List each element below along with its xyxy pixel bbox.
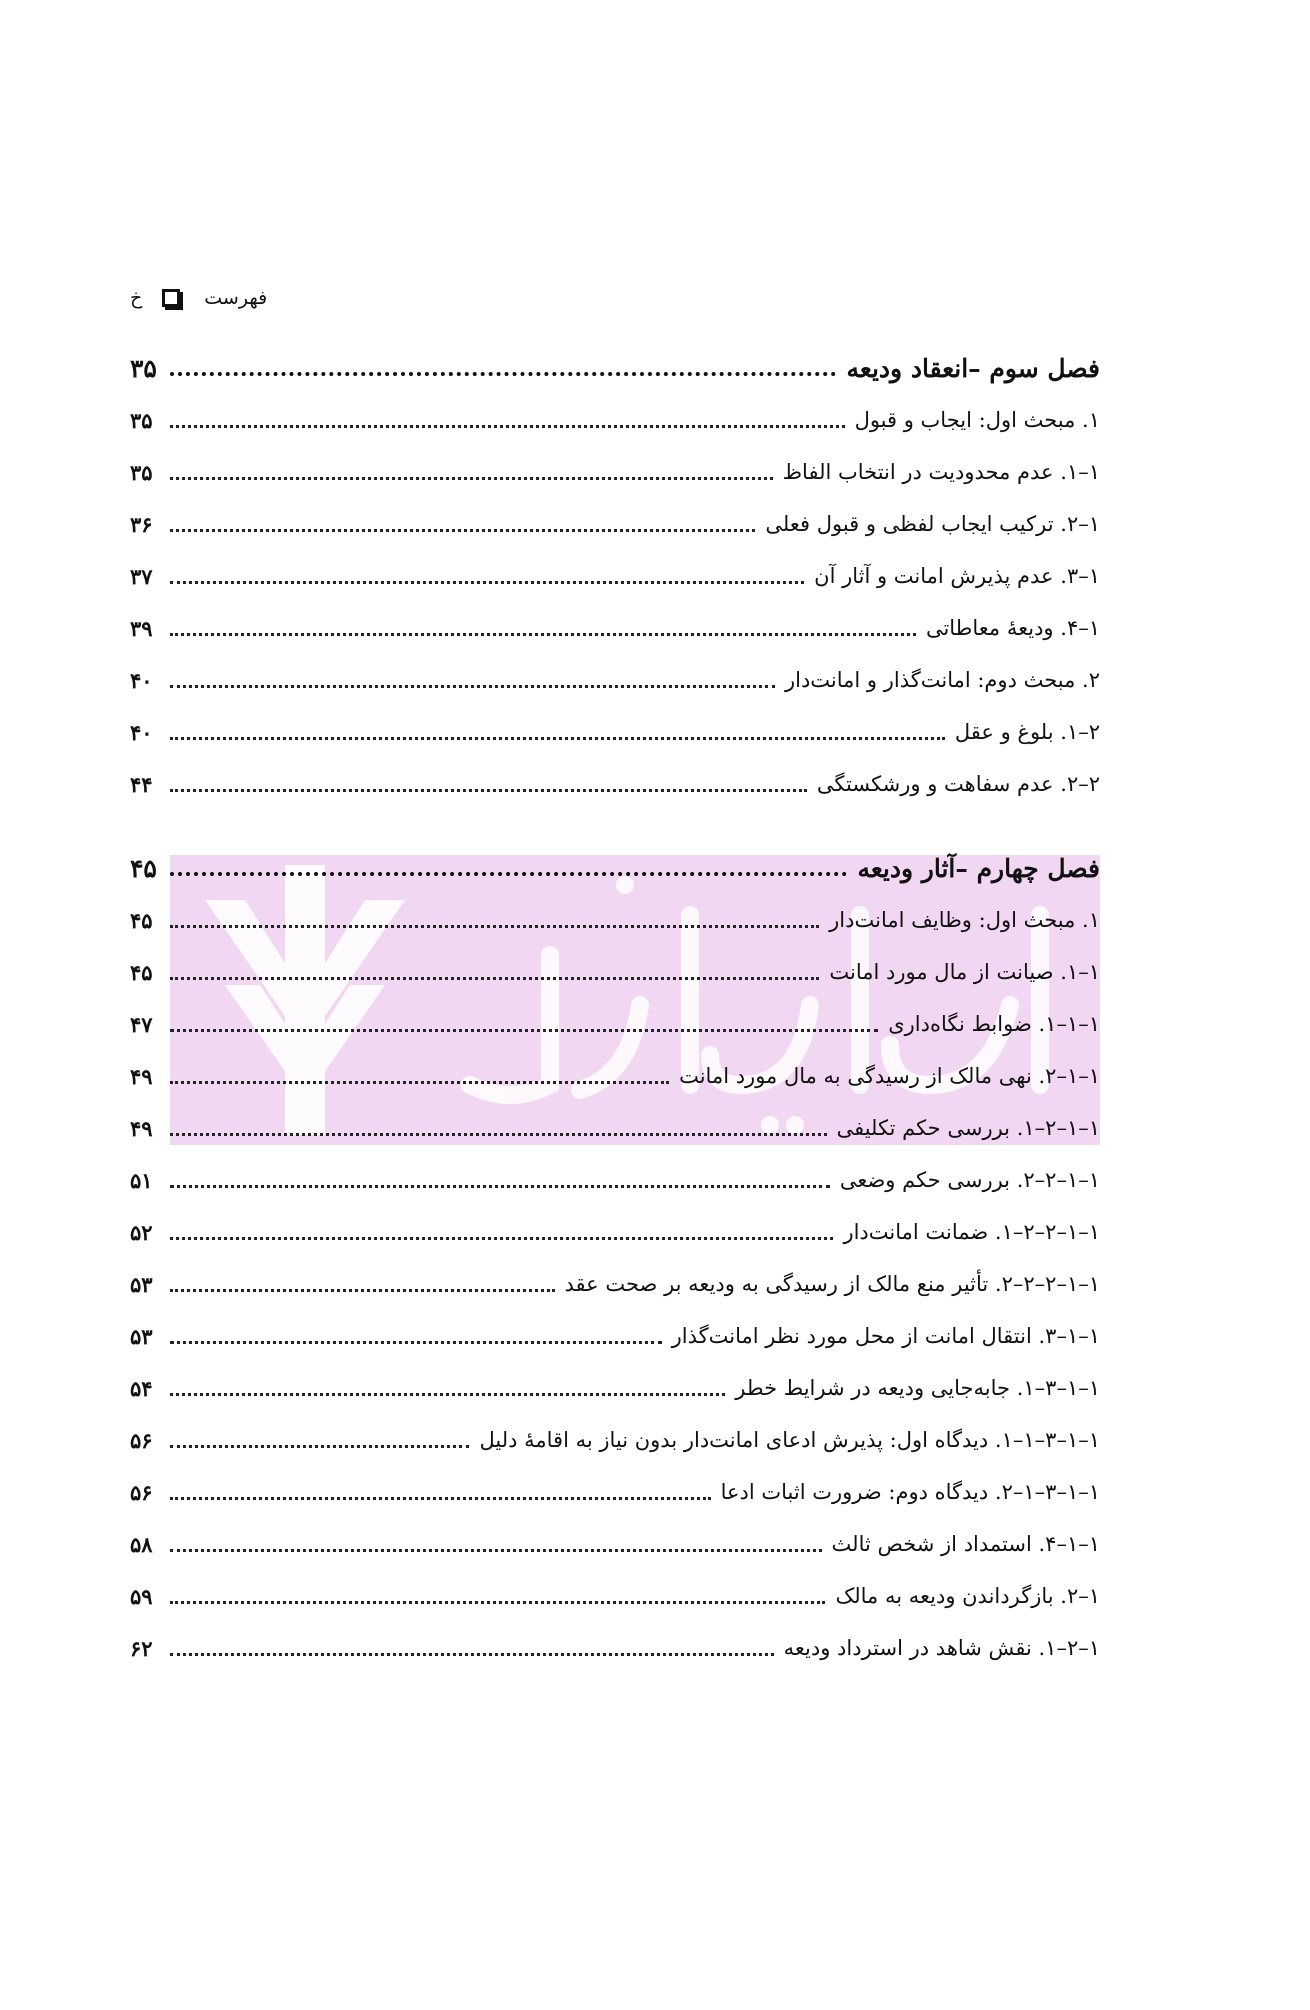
dot-leader	[170, 977, 819, 980]
toc-entry-title: ۱–۱–۲–۲–۲. تأثیر منع مالک از رسیدگی به ودیعه بر صحت عقد	[564, 1272, 1100, 1296]
dot-leader	[170, 1029, 878, 1032]
toc-section-chapter-3	[130, 342, 1100, 810]
dot-leader	[170, 1549, 822, 1552]
toc-entry-title: ۱–۱–۲. نهی مالک از رسیدگی به مال مورد امانت	[679, 1064, 1100, 1088]
dot-leader	[170, 685, 775, 688]
dot-leader	[170, 1393, 725, 1396]
toc-page-number: ۴۹	[130, 1115, 153, 1141]
toc-page-number: ۵۸	[130, 1531, 153, 1557]
toc-entry-row[interactable]	[130, 654, 1100, 706]
toc-page-number: ۵۳	[130, 1323, 153, 1349]
dot-leader	[170, 1445, 469, 1448]
toc-entry-title: ۱–۱–۳–۱–۱. دیدگاه اول: پذیرش ادعای امانت‌دار بدون نیاز به اقامهٔ دلیل	[479, 1428, 1100, 1452]
toc-entry-row[interactable]	[130, 1154, 1100, 1206]
toc-page-number: ۴۵	[130, 959, 153, 985]
toc-page-number: ۳۷	[130, 563, 153, 589]
toc-entry-title: ۲–۲. عدم سفاهت و ورشکستگی	[816, 772, 1100, 796]
dot-leader	[170, 1185, 830, 1188]
dot-leader	[170, 1341, 662, 1344]
toc-page-number: ۵۶	[130, 1479, 153, 1505]
toc-page-number: ۴۵	[130, 853, 157, 883]
toc-page-number: ۵۳	[130, 1271, 153, 1297]
toc-entry-row[interactable]	[130, 394, 1100, 446]
toc-entry-row[interactable]	[130, 1414, 1100, 1466]
dot-leader	[170, 737, 945, 740]
toc-entry-row[interactable]	[130, 758, 1100, 810]
toc-chapter-row[interactable]	[130, 842, 1100, 894]
toc-chapter-row[interactable]	[130, 342, 1100, 394]
dot-leader	[170, 1653, 774, 1656]
toc-page-number: ۳۶	[130, 511, 153, 537]
toc-page-number: ۴۹	[130, 1063, 153, 1089]
dot-leader	[170, 925, 819, 928]
header-page-letter: خ	[130, 287, 143, 309]
dot-leader	[170, 372, 836, 376]
toc-entry-title: ۱. مبحث اول: وظایف امانت‌دار	[829, 908, 1100, 932]
toc-entry-title: ۱–۱–۳. انتقال امانت از محل مورد نظر امانت‌گذار	[671, 1324, 1100, 1348]
dot-leader	[170, 425, 845, 428]
toc-entry-title: ۱–۱. صیانت از مال مورد امانت	[829, 960, 1100, 984]
dot-leader	[170, 1081, 669, 1084]
toc-page-number: ۳۹	[130, 615, 153, 641]
dot-leader	[170, 1237, 833, 1240]
toc-entry-row[interactable]	[130, 602, 1100, 654]
toc-entry-row[interactable]	[130, 1622, 1100, 1674]
dot-leader	[170, 872, 847, 876]
toc-chapter-title: فصل چهارم –آثار ودیعه	[857, 853, 1100, 883]
toc-entry-row[interactable]	[130, 1258, 1100, 1310]
toc-entry-title: ۱. مبحث اول: ایجاب و قبول	[854, 408, 1100, 432]
dot-leader	[170, 1497, 711, 1500]
toc-page-number: ۶۲	[130, 1635, 153, 1661]
toc-entry-title: ۱–۱–۳–۱. جابه‌جایی ودیعه در شرایط خطر	[735, 1376, 1100, 1400]
toc-entry-row[interactable]	[130, 706, 1100, 758]
toc-entry-title: ۲–۱. بلوغ و عقل	[954, 720, 1100, 744]
dot-leader	[170, 633, 916, 636]
dot-leader	[170, 1133, 827, 1136]
toc-entry-row[interactable]	[130, 498, 1100, 550]
toc-entry-row[interactable]	[130, 1466, 1100, 1518]
toc-entry-title: ۱–۱–۲–۱. بررسی حکم تکلیفی	[836, 1116, 1100, 1140]
toc-page-number: ۴۰	[130, 667, 153, 693]
toc-entry-row[interactable]	[130, 1570, 1100, 1622]
toc-entry-title: ۱–۱–۴. استمداد از شخص ثالث	[831, 1532, 1100, 1556]
toc-page-number: ۵۴	[130, 1375, 153, 1401]
toc-page-number: ۵۲	[130, 1219, 153, 1245]
toc-entry-title: ۱–۱. عدم محدودیت در انتخاب الفاظ	[782, 460, 1100, 484]
dot-leader	[170, 477, 773, 480]
dot-leader	[170, 529, 755, 532]
toc-entry-title: ۱–۲. بازگرداندن ودیعه به مالک	[835, 1584, 1100, 1608]
toc-entry-title: ۱–۲. ترکیب ایجاب لفظی و قبول فعلی	[765, 512, 1100, 536]
toc-entry-title: ۱–۱–۲–۲. بررسی حکم وضعی	[839, 1168, 1100, 1192]
toc-page-number: ۵۹	[130, 1583, 153, 1609]
toc-page-number: ۴۷	[130, 1011, 153, 1037]
toc-entry-row[interactable]	[130, 550, 1100, 602]
toc-entry-row[interactable]	[130, 1206, 1100, 1258]
toc-entry-title: ۲. مبحث دوم: امانت‌گذار و امانت‌دار	[784, 668, 1100, 692]
toc-entry-row[interactable]	[130, 1310, 1100, 1362]
toc-entry-row[interactable]	[130, 1362, 1100, 1414]
toc-entry-title: ۱–۱–۲–۲–۱. ضمانت امانت‌دار	[843, 1220, 1100, 1244]
toc-entry-title: ۱–۴. ودیعهٔ معاطاتی	[925, 616, 1100, 640]
dot-leader	[170, 1601, 825, 1604]
toc-page-number: ۴۴	[130, 771, 153, 797]
toc-entry-title: ۱–۱–۱. ضوابط نگاه‌داری	[888, 1012, 1100, 1036]
toc-page-number: ۳۵	[130, 353, 157, 383]
toc-page-number: ۳۵	[130, 407, 153, 433]
dot-leader	[170, 1289, 555, 1292]
toc-entry-title: ۱–۱–۳–۱–۲. دیدگاه دوم: ضرورت اثبات ادعا	[720, 1480, 1100, 1504]
dot-leader	[170, 581, 804, 584]
toc-entry-row[interactable]	[130, 998, 1100, 1050]
dot-leader	[170, 789, 807, 792]
toc-entry-row[interactable]	[130, 1102, 1100, 1154]
toc-entry-title: ۱–۲–۱. نقش شاهد در استرداد ودیعه	[783, 1636, 1100, 1660]
toc-page-number: ۵۱	[130, 1167, 153, 1193]
square-bullet-icon	[162, 289, 180, 307]
toc-entry-row[interactable]	[130, 946, 1100, 998]
toc-page-number: ۵۶	[130, 1427, 153, 1453]
toc-chapter-title: فصل سوم –انعقاد ودیعه	[846, 353, 1100, 383]
toc-section-chapter-4	[130, 842, 1100, 1674]
toc-entry-row[interactable]	[130, 894, 1100, 946]
running-header	[130, 278, 267, 318]
toc-page-number: ۴۵	[130, 907, 153, 933]
toc-entry-row[interactable]	[130, 1518, 1100, 1570]
header-title: فهرست	[204, 287, 268, 309]
toc-page-number: ۴۰	[130, 719, 153, 745]
toc-page-number: ۳۵	[130, 459, 153, 485]
toc-entry-row[interactable]	[130, 446, 1100, 498]
toc-entry-row[interactable]	[130, 1050, 1100, 1102]
toc-entry-title: ۱–۳. عدم پذیرش امانت و آثار آن	[814, 564, 1100, 588]
